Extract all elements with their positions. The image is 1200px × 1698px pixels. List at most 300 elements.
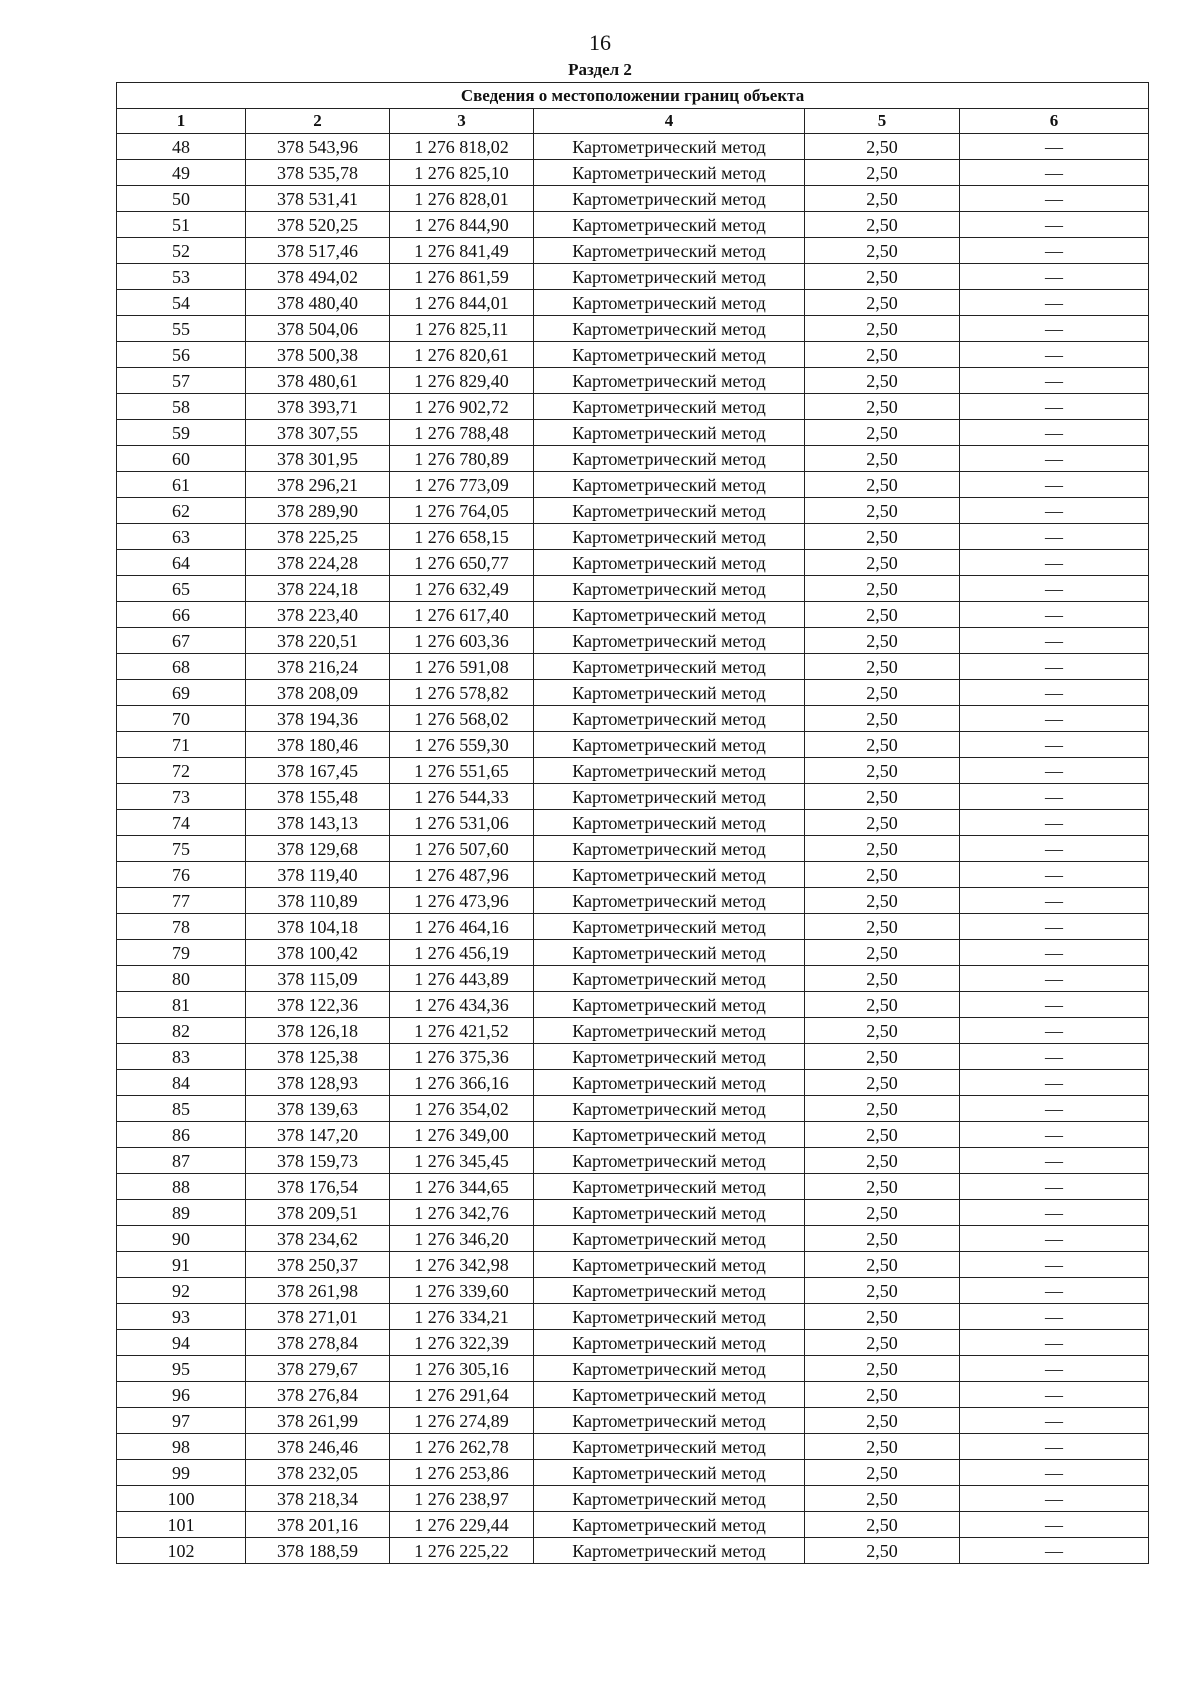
point-number-cell: 59	[117, 420, 246, 446]
x-coordinate-cell: 378 224,18	[246, 576, 390, 602]
point-number-cell: 48	[117, 134, 246, 160]
accuracy-cell: 2,50	[805, 342, 960, 368]
table-row	[117, 524, 1149, 550]
table-row	[117, 342, 1149, 368]
table-row	[117, 654, 1149, 680]
method-cell: Картометрический метод	[534, 1486, 805, 1512]
y-coordinate-cell: 1 276 632,49	[390, 576, 534, 602]
note-cell: —	[960, 1486, 1149, 1512]
accuracy-cell: 2,50	[805, 264, 960, 290]
accuracy-cell: 2,50	[805, 394, 960, 420]
x-coordinate-cell: 378 246,46	[246, 1434, 390, 1460]
note-cell: —	[960, 1460, 1149, 1486]
method-cell: Картометрический метод	[534, 1304, 805, 1330]
point-number-cell: 82	[117, 1018, 246, 1044]
accuracy-cell: 2,50	[805, 1434, 960, 1460]
x-coordinate-cell: 378 208,09	[246, 680, 390, 706]
note-cell: —	[960, 316, 1149, 342]
accuracy-cell: 2,50	[805, 1304, 960, 1330]
x-coordinate-cell: 378 122,36	[246, 992, 390, 1018]
note-cell: —	[960, 914, 1149, 940]
table-header-row	[117, 109, 1149, 134]
note-cell: —	[960, 602, 1149, 628]
x-coordinate-cell: 378 104,18	[246, 914, 390, 940]
point-number-cell: 91	[117, 1252, 246, 1278]
x-coordinate-cell: 378 143,13	[246, 810, 390, 836]
table-row	[117, 1538, 1149, 1564]
accuracy-cell: 2,50	[805, 1174, 960, 1200]
note-cell: —	[960, 1252, 1149, 1278]
accuracy-cell: 2,50	[805, 1330, 960, 1356]
accuracy-cell: 2,50	[805, 654, 960, 680]
point-number-cell: 101	[117, 1512, 246, 1538]
x-coordinate-cell: 378 234,62	[246, 1226, 390, 1252]
x-coordinate-cell: 378 128,93	[246, 1070, 390, 1096]
table-row	[117, 1330, 1149, 1356]
y-coordinate-cell: 1 276 464,16	[390, 914, 534, 940]
method-cell: Картометрический метод	[534, 680, 805, 706]
note-cell: —	[960, 1122, 1149, 1148]
method-cell: Картометрический метод	[534, 1252, 805, 1278]
note-cell: —	[960, 1018, 1149, 1044]
note-cell: —	[960, 628, 1149, 654]
accuracy-cell: 2,50	[805, 1096, 960, 1122]
note-cell: —	[960, 134, 1149, 160]
x-coordinate-cell: 378 100,42	[246, 940, 390, 966]
y-coordinate-cell: 1 276 334,21	[390, 1304, 534, 1330]
accuracy-cell: 2,50	[805, 186, 960, 212]
table-row	[117, 966, 1149, 992]
point-number-cell: 76	[117, 862, 246, 888]
table-row	[117, 1434, 1149, 1460]
table-caption-row	[117, 83, 1149, 109]
method-cell: Картометрический метод	[534, 810, 805, 836]
y-coordinate-cell: 1 276 825,11	[390, 316, 534, 342]
note-cell: —	[960, 472, 1149, 498]
accuracy-cell: 2,50	[805, 1460, 960, 1486]
accuracy-cell: 2,50	[805, 550, 960, 576]
accuracy-cell: 2,50	[805, 888, 960, 914]
method-cell: Картометрический метод	[534, 602, 805, 628]
y-coordinate-cell: 1 276 841,49	[390, 238, 534, 264]
note-cell: —	[960, 394, 1149, 420]
column-header-4: 4	[534, 109, 805, 134]
table-row	[117, 888, 1149, 914]
y-coordinate-cell: 1 276 820,61	[390, 342, 534, 368]
note-cell: —	[960, 524, 1149, 550]
point-number-cell: 72	[117, 758, 246, 784]
method-cell: Картометрический метод	[534, 1200, 805, 1226]
y-coordinate-cell: 1 276 456,19	[390, 940, 534, 966]
y-coordinate-cell: 1 276 617,40	[390, 602, 534, 628]
point-number-cell: 78	[117, 914, 246, 940]
method-cell: Картометрический метод	[534, 316, 805, 342]
note-cell: —	[960, 784, 1149, 810]
point-number-cell: 94	[117, 1330, 246, 1356]
note-cell: —	[960, 1356, 1149, 1382]
table-row	[117, 1278, 1149, 1304]
y-coordinate-cell: 1 276 507,60	[390, 836, 534, 862]
accuracy-cell: 2,50	[805, 420, 960, 446]
point-number-cell: 90	[117, 1226, 246, 1252]
method-cell: Картометрический метод	[534, 836, 805, 862]
point-number-cell: 93	[117, 1304, 246, 1330]
y-coordinate-cell: 1 276 339,60	[390, 1278, 534, 1304]
point-number-cell: 61	[117, 472, 246, 498]
accuracy-cell: 2,50	[805, 1200, 960, 1226]
table-row	[117, 862, 1149, 888]
table-row	[117, 706, 1149, 732]
method-cell: Картометрический метод	[534, 342, 805, 368]
table-row	[117, 1512, 1149, 1538]
method-cell: Картометрический метод	[534, 1382, 805, 1408]
accuracy-cell: 2,50	[805, 914, 960, 940]
x-coordinate-cell: 378 194,36	[246, 706, 390, 732]
x-coordinate-cell: 378 216,24	[246, 654, 390, 680]
method-cell: Картометрический метод	[534, 1122, 805, 1148]
point-number-cell: 62	[117, 498, 246, 524]
y-coordinate-cell: 1 276 229,44	[390, 1512, 534, 1538]
y-coordinate-cell: 1 276 551,65	[390, 758, 534, 784]
method-cell: Картометрический метод	[534, 550, 805, 576]
column-header-2: 2	[246, 109, 390, 134]
x-coordinate-cell: 378 276,84	[246, 1382, 390, 1408]
note-cell: —	[960, 238, 1149, 264]
x-coordinate-cell: 378 209,51	[246, 1200, 390, 1226]
table-row	[117, 1460, 1149, 1486]
method-cell: Картометрический метод	[534, 1096, 805, 1122]
boundary-coordinates-table	[116, 82, 1149, 1564]
accuracy-cell: 2,50	[805, 836, 960, 862]
y-coordinate-cell: 1 276 344,65	[390, 1174, 534, 1200]
point-number-cell: 75	[117, 836, 246, 862]
note-cell: —	[960, 186, 1149, 212]
x-coordinate-cell: 378 543,96	[246, 134, 390, 160]
accuracy-cell: 2,50	[805, 290, 960, 316]
method-cell: Картометрический метод	[534, 160, 805, 186]
x-coordinate-cell: 378 494,02	[246, 264, 390, 290]
x-coordinate-cell: 378 480,61	[246, 368, 390, 394]
column-header-6: 6	[960, 109, 1149, 134]
x-coordinate-cell: 378 535,78	[246, 160, 390, 186]
y-coordinate-cell: 1 276 531,06	[390, 810, 534, 836]
note-cell: —	[960, 576, 1149, 602]
y-coordinate-cell: 1 276 262,78	[390, 1434, 534, 1460]
note-cell: —	[960, 1408, 1149, 1434]
column-header-1: 1	[117, 109, 246, 134]
table-row	[117, 1174, 1149, 1200]
note-cell: —	[960, 1096, 1149, 1122]
note-cell: —	[960, 368, 1149, 394]
table-row	[117, 1382, 1149, 1408]
y-coordinate-cell: 1 276 828,01	[390, 186, 534, 212]
method-cell: Картометрический метод	[534, 368, 805, 394]
point-number-cell: 83	[117, 1044, 246, 1070]
accuracy-cell: 2,50	[805, 758, 960, 784]
point-number-cell: 95	[117, 1356, 246, 1382]
accuracy-cell: 2,50	[805, 1538, 960, 1564]
y-coordinate-cell: 1 276 253,86	[390, 1460, 534, 1486]
accuracy-cell: 2,50	[805, 966, 960, 992]
y-coordinate-cell: 1 276 342,76	[390, 1200, 534, 1226]
y-coordinate-cell: 1 276 225,22	[390, 1538, 534, 1564]
point-number-cell: 92	[117, 1278, 246, 1304]
note-cell: —	[960, 1226, 1149, 1252]
point-number-cell: 80	[117, 966, 246, 992]
x-coordinate-cell: 378 307,55	[246, 420, 390, 446]
note-cell: —	[960, 1538, 1149, 1564]
point-number-cell: 73	[117, 784, 246, 810]
x-coordinate-cell: 378 517,46	[246, 238, 390, 264]
method-cell: Картометрический метод	[534, 238, 805, 264]
note-cell: —	[960, 862, 1149, 888]
x-coordinate-cell: 378 271,01	[246, 1304, 390, 1330]
point-number-cell: 71	[117, 732, 246, 758]
note-cell: —	[960, 342, 1149, 368]
accuracy-cell: 2,50	[805, 1122, 960, 1148]
note-cell: —	[960, 1200, 1149, 1226]
method-cell: Картометрический метод	[534, 992, 805, 1018]
y-coordinate-cell: 1 276 434,36	[390, 992, 534, 1018]
note-cell: —	[960, 732, 1149, 758]
accuracy-cell: 2,50	[805, 992, 960, 1018]
accuracy-cell: 2,50	[805, 1278, 960, 1304]
note-cell: —	[960, 420, 1149, 446]
x-coordinate-cell: 378 167,45	[246, 758, 390, 784]
point-number-cell: 63	[117, 524, 246, 550]
x-coordinate-cell: 378 289,90	[246, 498, 390, 524]
accuracy-cell: 2,50	[805, 368, 960, 394]
point-number-cell: 60	[117, 446, 246, 472]
method-cell: Картометрический метод	[534, 628, 805, 654]
x-coordinate-cell: 378 225,25	[246, 524, 390, 550]
x-coordinate-cell: 378 500,38	[246, 342, 390, 368]
table-row	[117, 836, 1149, 862]
table-row	[117, 186, 1149, 212]
y-coordinate-cell: 1 276 764,05	[390, 498, 534, 524]
accuracy-cell: 2,50	[805, 1148, 960, 1174]
note-cell: —	[960, 1044, 1149, 1070]
table-row	[117, 368, 1149, 394]
table-row	[117, 1148, 1149, 1174]
y-coordinate-cell: 1 276 544,33	[390, 784, 534, 810]
y-coordinate-cell: 1 276 650,77	[390, 550, 534, 576]
method-cell: Картометрический метод	[534, 784, 805, 810]
note-cell: —	[960, 446, 1149, 472]
x-coordinate-cell: 378 155,48	[246, 784, 390, 810]
column-header-3: 3	[390, 109, 534, 134]
table-row	[117, 160, 1149, 186]
method-cell: Картометрический метод	[534, 1148, 805, 1174]
y-coordinate-cell: 1 276 591,08	[390, 654, 534, 680]
y-coordinate-cell: 1 276 788,48	[390, 420, 534, 446]
y-coordinate-cell: 1 276 322,39	[390, 1330, 534, 1356]
y-coordinate-cell: 1 276 829,40	[390, 368, 534, 394]
x-coordinate-cell: 378 261,99	[246, 1408, 390, 1434]
method-cell: Картометрический метод	[534, 1434, 805, 1460]
point-number-cell: 97	[117, 1408, 246, 1434]
method-cell: Картометрический метод	[534, 498, 805, 524]
table-row	[117, 680, 1149, 706]
x-coordinate-cell: 378 129,68	[246, 836, 390, 862]
method-cell: Картометрический метод	[534, 758, 805, 784]
table-row	[117, 1044, 1149, 1070]
x-coordinate-cell: 378 279,67	[246, 1356, 390, 1382]
table-row	[117, 472, 1149, 498]
y-coordinate-cell: 1 276 291,64	[390, 1382, 534, 1408]
y-coordinate-cell: 1 276 473,96	[390, 888, 534, 914]
accuracy-cell: 2,50	[805, 498, 960, 524]
section-title: Раздел 2	[568, 60, 632, 79]
note-cell: —	[960, 654, 1149, 680]
point-number-cell: 67	[117, 628, 246, 654]
point-number-cell: 84	[117, 1070, 246, 1096]
y-coordinate-cell: 1 276 443,89	[390, 966, 534, 992]
table-row	[117, 784, 1149, 810]
x-coordinate-cell: 378 188,59	[246, 1538, 390, 1564]
y-coordinate-cell: 1 276 559,30	[390, 732, 534, 758]
accuracy-cell: 2,50	[805, 1226, 960, 1252]
y-coordinate-cell: 1 276 305,16	[390, 1356, 534, 1382]
x-coordinate-cell: 378 139,63	[246, 1096, 390, 1122]
method-cell: Картометрический метод	[534, 1278, 805, 1304]
table-row	[117, 1018, 1149, 1044]
y-coordinate-cell: 1 276 773,09	[390, 472, 534, 498]
x-coordinate-cell: 378 301,95	[246, 446, 390, 472]
table-row	[117, 1486, 1149, 1512]
accuracy-cell: 2,50	[805, 1512, 960, 1538]
note-cell: —	[960, 940, 1149, 966]
note-cell: —	[960, 498, 1149, 524]
note-cell: —	[960, 1174, 1149, 1200]
note-cell: —	[960, 706, 1149, 732]
accuracy-cell: 2,50	[805, 1070, 960, 1096]
y-coordinate-cell: 1 276 844,01	[390, 290, 534, 316]
x-coordinate-cell: 378 520,25	[246, 212, 390, 238]
table-row	[117, 1226, 1149, 1252]
note-cell: —	[960, 1382, 1149, 1408]
accuracy-cell: 2,50	[805, 524, 960, 550]
accuracy-cell: 2,50	[805, 1018, 960, 1044]
y-coordinate-cell: 1 276 861,59	[390, 264, 534, 290]
accuracy-cell: 2,50	[805, 1044, 960, 1070]
table-row	[117, 1252, 1149, 1278]
point-number-cell: 99	[117, 1460, 246, 1486]
x-coordinate-cell: 378 126,18	[246, 1018, 390, 1044]
method-cell: Картометрический метод	[534, 394, 805, 420]
y-coordinate-cell: 1 276 603,36	[390, 628, 534, 654]
x-coordinate-cell: 378 110,89	[246, 888, 390, 914]
accuracy-cell: 2,50	[805, 810, 960, 836]
table-row	[117, 316, 1149, 342]
accuracy-cell: 2,50	[805, 784, 960, 810]
y-coordinate-cell: 1 276 238,97	[390, 1486, 534, 1512]
point-number-cell: 86	[117, 1122, 246, 1148]
table-row	[117, 602, 1149, 628]
x-coordinate-cell: 378 159,73	[246, 1148, 390, 1174]
table-row	[117, 264, 1149, 290]
accuracy-cell: 2,50	[805, 862, 960, 888]
table-row	[117, 290, 1149, 316]
table-row	[117, 238, 1149, 264]
point-number-cell: 52	[117, 238, 246, 264]
y-coordinate-cell: 1 276 818,02	[390, 134, 534, 160]
table-row	[117, 576, 1149, 602]
table-row	[117, 940, 1149, 966]
y-coordinate-cell: 1 276 780,89	[390, 446, 534, 472]
note-cell: —	[960, 1278, 1149, 1304]
method-cell: Картометрический метод	[534, 888, 805, 914]
x-coordinate-cell: 378 201,16	[246, 1512, 390, 1538]
note-cell: —	[960, 810, 1149, 836]
page-number: 16	[589, 30, 611, 55]
method-cell: Картометрический метод	[534, 212, 805, 238]
x-coordinate-cell: 378 147,20	[246, 1122, 390, 1148]
y-coordinate-cell: 1 276 844,90	[390, 212, 534, 238]
table-row	[117, 992, 1149, 1018]
x-coordinate-cell: 378 125,38	[246, 1044, 390, 1070]
x-coordinate-cell: 378 119,40	[246, 862, 390, 888]
y-coordinate-cell: 1 276 487,96	[390, 862, 534, 888]
method-cell: Картометрический метод	[534, 290, 805, 316]
table-row	[117, 732, 1149, 758]
y-coordinate-cell: 1 276 825,10	[390, 160, 534, 186]
point-number-cell: 89	[117, 1200, 246, 1226]
table-row	[117, 1096, 1149, 1122]
x-coordinate-cell: 378 531,41	[246, 186, 390, 212]
x-coordinate-cell: 378 223,40	[246, 602, 390, 628]
table-row	[117, 446, 1149, 472]
table-row	[117, 914, 1149, 940]
note-cell: —	[960, 1148, 1149, 1174]
table-row	[117, 1122, 1149, 1148]
point-number-cell: 70	[117, 706, 246, 732]
point-number-cell: 102	[117, 1538, 246, 1564]
note-cell: —	[960, 550, 1149, 576]
method-cell: Картометрический метод	[534, 524, 805, 550]
y-coordinate-cell: 1 276 342,98	[390, 1252, 534, 1278]
method-cell: Картометрический метод	[534, 732, 805, 758]
accuracy-cell: 2,50	[805, 446, 960, 472]
table-row	[117, 420, 1149, 446]
table-row	[117, 212, 1149, 238]
method-cell: Картометрический метод	[534, 1408, 805, 1434]
table-head	[117, 83, 1149, 134]
method-cell: Картометрический метод	[534, 1174, 805, 1200]
point-number-cell: 74	[117, 810, 246, 836]
accuracy-cell: 2,50	[805, 732, 960, 758]
point-number-cell: 54	[117, 290, 246, 316]
y-coordinate-cell: 1 276 349,00	[390, 1122, 534, 1148]
table-row	[117, 1070, 1149, 1096]
point-number-cell: 85	[117, 1096, 246, 1122]
x-coordinate-cell: 378 220,51	[246, 628, 390, 654]
x-coordinate-cell: 378 278,84	[246, 1330, 390, 1356]
point-number-cell: 96	[117, 1382, 246, 1408]
y-coordinate-cell: 1 276 375,36	[390, 1044, 534, 1070]
point-number-cell: 51	[117, 212, 246, 238]
point-number-cell: 100	[117, 1486, 246, 1512]
table-body	[117, 134, 1149, 1564]
note-cell: —	[960, 992, 1149, 1018]
point-number-cell: 57	[117, 368, 246, 394]
accuracy-cell: 2,50	[805, 160, 960, 186]
point-number-cell: 65	[117, 576, 246, 602]
method-cell: Картометрический метод	[534, 446, 805, 472]
method-cell: Картометрический метод	[534, 576, 805, 602]
table-row	[117, 1356, 1149, 1382]
y-coordinate-cell: 1 276 366,16	[390, 1070, 534, 1096]
